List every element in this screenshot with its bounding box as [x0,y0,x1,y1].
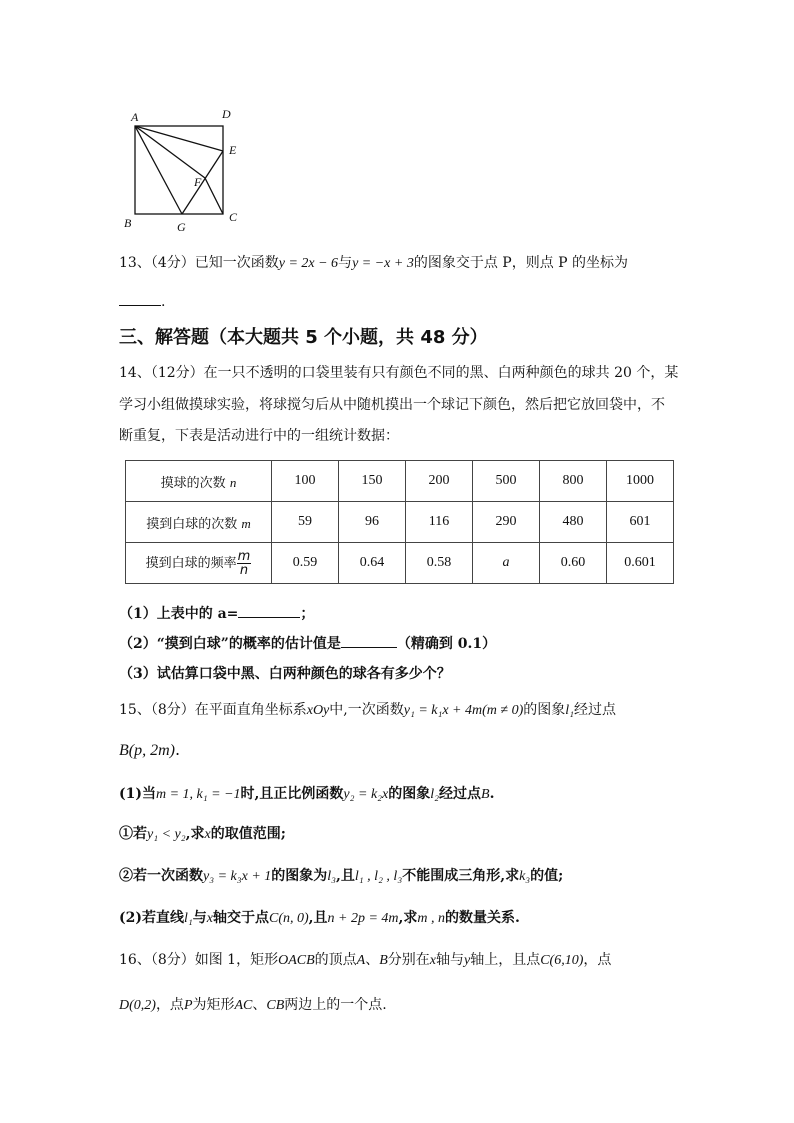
q16-line-2: D(0,2)，点P为矩形AC、CB两边上的一个点. [119,997,387,1013]
segment-AF [135,126,205,178]
square-geometry-figure [118,100,258,235]
q15-line-1: 15、（8分）在平面直角坐标系xOy中,一次函数y₁ = k₁x + 4m(m ≠ 0)的图象l₁经过点 [119,702,616,718]
q13-function-1: y = 2x − 6 [278,256,339,271]
q15-sub-2: ②若一次函数y₃ = k₃x + 1的图象为l₃,且l₁ , l₂ , l₃不能围成三角形,求k₃的值; [119,868,564,884]
q14-line-2: 学习小组做摸球实验，将球搅匀后从中随机摸出一个球记下颜色，然后把它放回袋中，不 [119,397,665,413]
segment-AG [135,126,182,214]
q13-head: 13、（4分）已知一次函数 [119,255,279,271]
row-header-white-frequency: 摸到白球的频率 $\frac{m}{n}$ [126,543,272,584]
table-cell: 1000 [607,461,674,502]
table-cell: a [473,543,540,584]
q13-answer-line [119,292,165,312]
q13-tail: 的图象交于点 P，则点 P 的坐标为 [413,255,629,271]
table-row [126,543,674,584]
table-cell: 0.60 [540,543,607,584]
q14-sub-1: （1）上表中的 a= ； [119,606,315,622]
table-cell: 59 [272,502,339,543]
segment-AE [135,126,223,151]
q14-blank-probability [341,647,397,648]
section-3-title: 三、解答题（本大题共 5 个小题，共 48 分） [119,327,488,348]
table-cell: 96 [339,502,406,543]
statistics-table [125,460,674,584]
table-cell: 601 [607,502,674,543]
label-E: E [229,143,237,157]
table-cell: 0.601 [607,543,674,584]
q13-end: . [161,294,166,310]
table-cell: 500 [473,461,540,502]
q14-sub-2: （2）“摸到白球”的概率的估计值是 （精确到 0.1） [119,636,497,652]
label-A: A [131,110,139,124]
row-header-draws: 摸球的次数 n [126,461,272,502]
table-cell: 100 [272,461,339,502]
row-header-white-count: 摸到白球的次数 m [126,502,272,543]
table-row [126,461,674,502]
table-cell: 116 [406,502,473,543]
label-C: C [229,210,238,224]
table-cell: 0.59 [272,543,339,584]
table-cell: 200 [406,461,473,502]
q13-function-2: y = −x + 3 [352,256,414,271]
q15-part-1: (1)当m = 1, k₁ = −1时,且正比例函数y₂ = k₂x的图象l₂经过点B. [119,786,495,802]
table-cell: 0.58 [406,543,473,584]
q14-sub-3: （3）试估算口袋中黑、白两种颜色的球各有多少个？ [119,666,451,682]
segment-FC [205,178,223,214]
table-cell: 480 [540,502,607,543]
q15-line-2: B(p, 2m). [119,740,181,759]
table-cell: 0.64 [339,543,406,584]
q15-part-2: (2)若直线l₁与x轴交于点C(n, 0),且n + 2p = 4m,求m , n的数量关系. [119,910,520,926]
label-B: B [124,216,132,230]
q15-sub-1: ①若y₁ < y₂,求x的取值范围; [119,826,286,842]
q14-blank-a [238,617,300,618]
label-F: F [194,175,202,189]
table-cell: 800 [540,461,607,502]
table-cell: 150 [339,461,406,502]
q13-mid: 与 [338,255,353,271]
square-ABCD [135,126,223,214]
fraction-m-over-n: $\frac{m}{n}$ [237,548,251,578]
q14-line-1: 14、（12分）在一只不透明的口袋里装有只有颜色不同的黑、白两种颜色的球共 20 个，某 [119,365,679,381]
q13-answer-blank [119,305,161,306]
q16-line-1: 16、（8分）如图 1，矩形OACB的顶点A、B分别在x轴与y轴上，且点C(6,10)，点 [119,952,612,968]
table-cell: 290 [473,502,540,543]
label-D: D [222,107,231,121]
q14-line-3: 断重复，下表是活动进行中的一组统计数据： [119,428,399,444]
table-row [126,502,674,543]
question-13 [119,253,628,274]
label-G: G [177,220,186,234]
segment-GE [182,151,223,214]
